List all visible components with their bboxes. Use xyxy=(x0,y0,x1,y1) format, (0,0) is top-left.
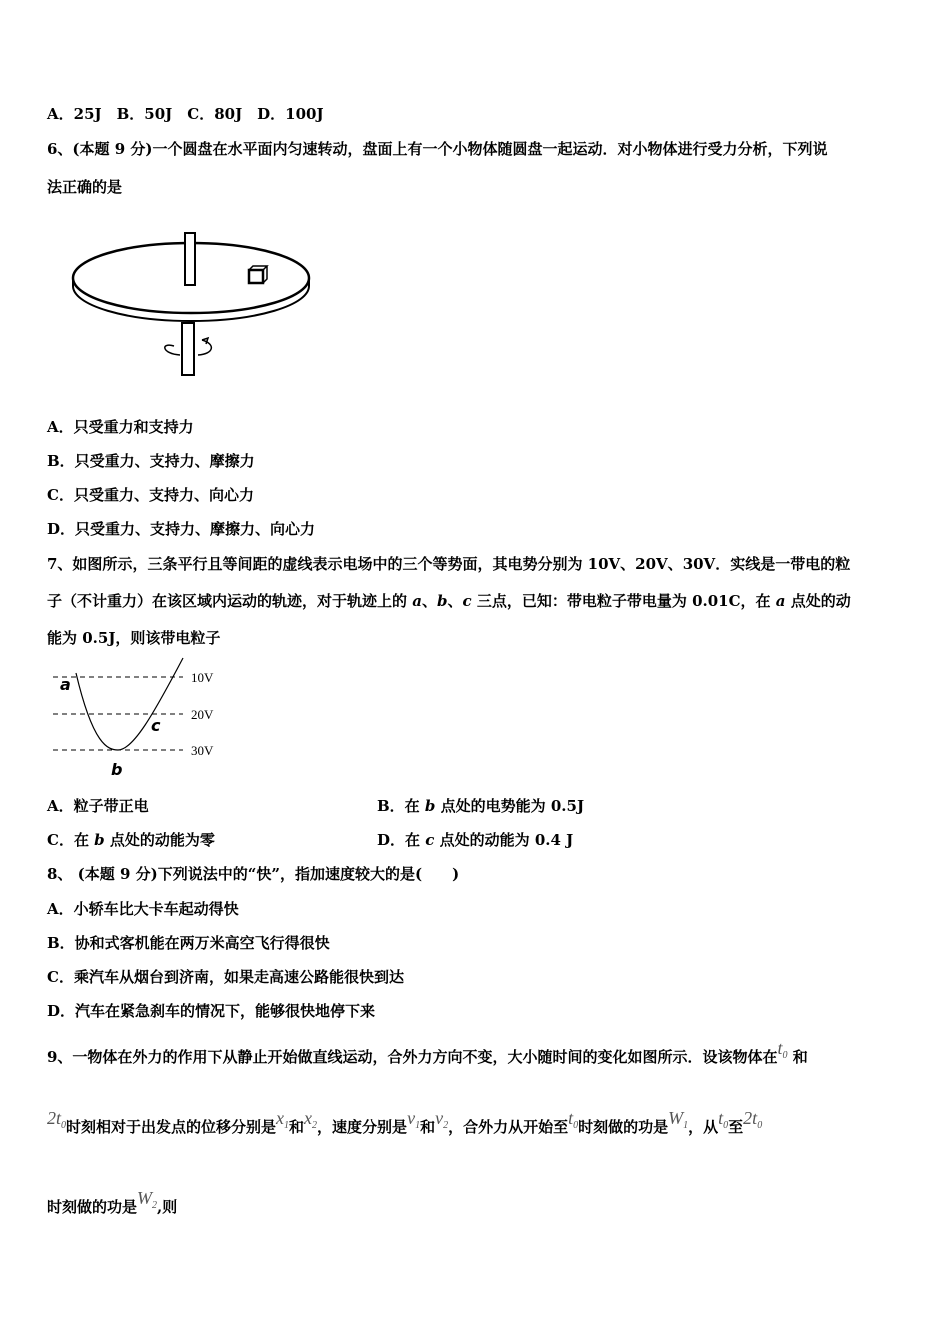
q7-option-a: A．粒子带正电 xyxy=(47,797,149,815)
q8-option-d: D．汽车在紧急刹车的情况下，能够很快地停下来 xyxy=(47,1002,376,1020)
q8-option-b: B．协和式客机能在两万米高空飞行得很快 xyxy=(47,934,330,952)
q7-stem-line3: 能为 0.5J，则该带电粒子 xyxy=(47,629,221,647)
q7-option-c: C．在 b 点处的动能为零 xyxy=(47,831,215,849)
q8-stem: 8、 (本题 9 分)下列说法中的“快”，指加速度较大的是( ) xyxy=(47,865,460,883)
q7-stem-line1: 7、如图所示，三条平行且等间距的虚线表示电场中的三个等势面，其电势分别为 10V、20V、30V．实线是一带电的粒 xyxy=(47,555,851,573)
q6-option-a: A．只受重力和支持力 xyxy=(47,418,194,436)
point-b: b xyxy=(111,760,123,779)
point-a: a xyxy=(60,675,71,694)
label-10v: 10V xyxy=(191,670,214,685)
q7-option-b: B．在 b 点处的电势能为 0.5J xyxy=(377,797,585,815)
q7-option-d: D．在 c 点处的动能为 0.4 J xyxy=(377,831,574,849)
point-c: c xyxy=(151,716,161,735)
q8-option-a: A．小轿车比大卡车起动得快 xyxy=(47,900,239,918)
q5-options: A．25J B．50J C．80J D．100J xyxy=(47,105,324,123)
q6-stem-line1: 6、(本题 9 分)一个圆盘在水平面内匀速转动，盘面上有一个小物体随圆盘一起运动．对小物体进行受力分析，下列说 xyxy=(47,140,828,158)
label-30v: 30V xyxy=(191,743,214,758)
equipotential-figure xyxy=(48,655,238,780)
q6-option-b: B．只受重力、支持力、摩擦力 xyxy=(47,452,255,470)
q6-option-d: D．只受重力、支持力、摩擦力、向心力 xyxy=(47,520,316,538)
q6-option-c: C．只受重力、支持力、向心力 xyxy=(47,486,254,504)
q8-option-c: C．乘汽车从烟台到济南，如果走高速公路能很快到达 xyxy=(47,968,404,986)
q6-stem-line2: 法正确的是 xyxy=(47,178,123,196)
q7-stem-line2: 子（不计重力）在该区域内运动的轨迹，对于轨迹上的 a、b、c 三点，已知：带电粒子带电量为 0.01C，在 a 点处的动 xyxy=(47,592,851,610)
q9-stem-line2: $2t_0$时刻相对于出发点的位移分别是$x_1$和$x_2$，速度分别是$v_1$和$v_2$，合外力从开始至$t_0$时刻做的功是$W_1$，从$t_0$至$2t_0$ xyxy=(47,1108,763,1136)
q9-stem-line1: 9、一物体在外力的作用下从静止开始做直线运动，合外力方向不变，大小随时间的变化如图所示．设该物体在$t_0$ 和 xyxy=(47,1038,808,1066)
q9-stem-line3: 时刻做的功是$W_2$,则 xyxy=(47,1188,178,1216)
rotating-disc-figure xyxy=(68,228,338,378)
label-20v: 20V xyxy=(191,707,214,722)
